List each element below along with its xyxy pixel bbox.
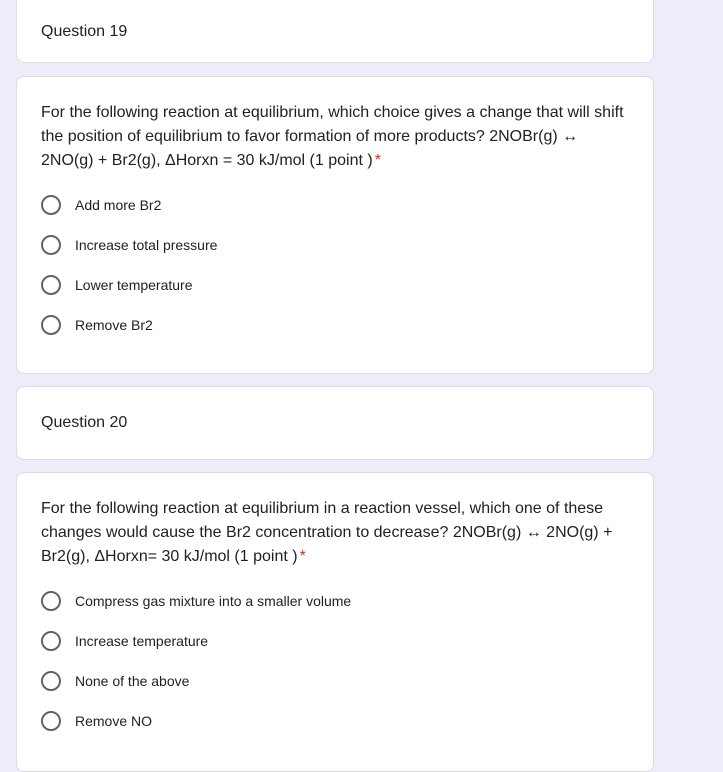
radio-button-icon[interactable] [41, 631, 61, 651]
radio-option[interactable] [41, 305, 629, 345]
question-19-prompt: For the following reaction at equilibrium, which choice gives a change that will shift the position of equilibrium to favor formation of more products? 2NOBr(g) ↔ 2NO(g) + Br2(g), ΔHorxn = 30 kJ/mol (1 point ) [41, 104, 624, 169]
radio-option[interactable] [41, 225, 629, 265]
question-19-header-card [16, 0, 654, 63]
question-20-header-card [16, 386, 654, 460]
question-20-title: Question 20 [41, 414, 128, 431]
question-20-card [16, 472, 654, 772]
option-label: Add more Br2 [75, 197, 162, 213]
required-asterisk: * [374, 152, 381, 169]
option-label: Increase temperature [75, 633, 209, 649]
option-label: Lower temperature [75, 277, 193, 293]
radio-option[interactable] [41, 581, 629, 621]
radio-button-icon[interactable] [41, 591, 61, 611]
question-20-prompt: For the following reaction at equilibrium in a reaction vessel, which one of these changes would cause the Br2 concentration to decrease? 2NOBr(g) ↔ 2NO(g) + Br2(g), ΔHorxn= 30 kJ/mol (1 point ) [41, 500, 613, 565]
radio-button-icon[interactable] [41, 711, 61, 731]
option-label: Increase total pressure [75, 237, 218, 253]
question-19-title: Question 19 [41, 22, 128, 40]
radio-button-icon[interactable] [41, 235, 61, 255]
radio-option[interactable] [41, 661, 629, 701]
question-20-text [41, 497, 629, 569]
question-20-options [41, 581, 629, 741]
option-label: Compress gas mixture into a smaller volume [75, 593, 352, 609]
radio-button-icon[interactable] [41, 195, 61, 215]
question-19-options [41, 185, 629, 345]
radio-button-icon[interactable] [41, 671, 61, 691]
question-19-text [41, 101, 629, 173]
option-label: Remove Br2 [75, 317, 153, 333]
radio-option[interactable] [41, 185, 629, 225]
option-label: None of the above [75, 673, 190, 689]
radio-option[interactable] [41, 701, 629, 741]
question-19-card [16, 76, 654, 374]
required-asterisk: * [299, 548, 306, 565]
radio-option[interactable] [41, 265, 629, 305]
radio-option[interactable] [41, 621, 629, 661]
option-label: Remove NO [75, 713, 153, 729]
radio-button-icon[interactable] [41, 275, 61, 295]
radio-button-icon[interactable] [41, 315, 61, 335]
